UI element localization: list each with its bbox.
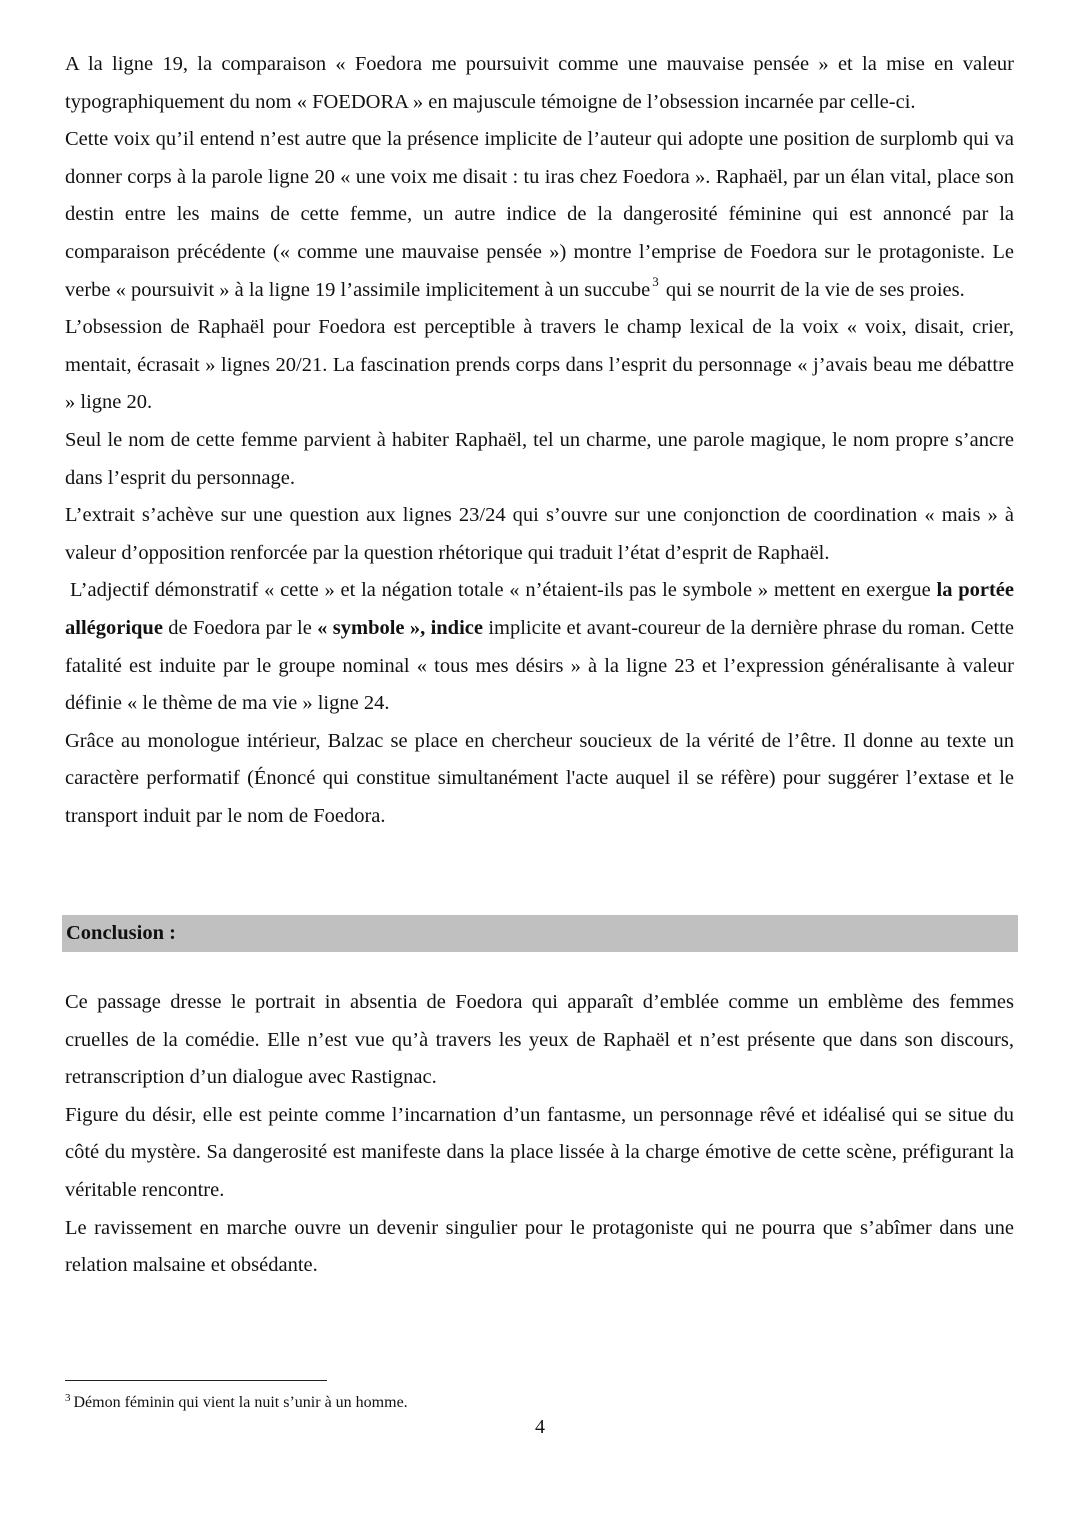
paragraph-author-voice	[65, 121, 1014, 309]
conclusion-heading: Conclusion :	[66, 922, 176, 944]
emphasis-symbol-clue: « symbole », indice	[317, 616, 483, 639]
footnote	[65, 1392, 408, 1414]
conclusion-body	[65, 984, 1014, 1285]
conclusion-paragraph-ravishment: Le ravissement en marche ouvre un devenir singulier pour le protagoniste qui ne pourra que s’abîmer dans une relation malsaine et obsédante.	[65, 1216, 1014, 1277]
emphasis-allegorical-scope: la portée allégorique	[65, 579, 1014, 639]
paragraph-interior-monologue: Grâce au monologue intérieur, Balzac se place en chercheur soucieux de la vérité de l’être. Il donne au texte un caractère performatif (Énoncé qui constitue simultanément l'acte auquel il se réfère) pour suggérer l’extase et le transport induit par le nom de Foedora.	[65, 729, 1014, 827]
paragraph-author-voice-tail: qui se nourrit de la vie de ses proies.	[660, 278, 965, 301]
footnote-separator	[65, 1380, 327, 1381]
paragraph-allegory	[65, 572, 1014, 722]
conclusion-heading-bar	[62, 915, 1018, 952]
analysis-body	[65, 46, 1014, 835]
paragraph-allegory-text-1: L’adjectif démonstratif « cette » et la négation totale « n’étaient-ils pas le symbole » mettent en exergue	[70, 579, 937, 602]
paragraph-obsession: L’obsession de Raphaël pour Foedora est perceptible à travers le champ lexical de la voix « voix, disait, crier, mentait, écrasait » lignes 20/21. La fascination prends corps dans l’esprit du personnage « j’avais beau me débattre » ligne 20.	[65, 316, 1014, 414]
paragraph-allegory-text-3: implicite et avant-coureur de la dernière phrase du roman. Cette fatalité est induite par le groupe nominal « tous mes désirs » à la ligne 23 et l’expression généralisante à valeur définie « le thème de ma vie » ligne 24.	[65, 616, 1014, 715]
paragraph-allegory-text-2: de Foedora par le	[162, 616, 318, 639]
paragraph-name-charm: Seul le nom de cette femme parvient à habiter Raphaël, tel un charme, une parole magique, le nom propre s’ancre dans l’esprit du personnage.	[65, 428, 1014, 489]
paragraph-comparison: A la ligne 19, la comparaison « Foedora me poursuivit comme une mauvaise pensée » et la mise en valeur typographiquement du nom « FOEDORA » en majuscule témoigne de l’obsession incarnée par celle-ci.	[65, 53, 1014, 113]
paragraph-question: L’extrait s’achève sur une question aux lignes 23/24 qui s’ouvre sur une conjonction de coordination « mais » à valeur d’opposition renforcée par la question rhétorique qui traduit l’état d’esprit de Raphaël.	[65, 504, 1014, 564]
footnote-text: Démon féminin qui vient la nuit s’unir à un homme.	[73, 1394, 408, 1411]
conclusion-paragraph-portrait: Ce passage dresse le portrait in absentia de Foedora qui apparaît d’emblée comme un emblème des femmes cruelles de la comédie. Elle n’est vue qu’à travers les yeux de Raphaël et n’est présente que dans son discours, retranscription d’un dialogue avec Rastignac.	[65, 991, 1014, 1089]
page-number: 4	[535, 1416, 545, 1438]
footnote-mark: 3	[65, 1391, 71, 1404]
footnote-reference[interactable]: 3	[652, 273, 659, 289]
conclusion-paragraph-desire: Figure du désir, elle est peinte comme l’incarnation d’un fantasme, un personnage rêvé et idéalisé qui se situe du côté du mystère. Sa dangerosité est manifeste dans la place lissée à la charge émotive de cette scène, préfigurant la véritable rencontre.	[65, 1103, 1014, 1201]
paragraph-author-voice-text: Cette voix qu’il entend n’est autre que la présence implicite de l’auteur qui adopte une position de surplomb qui va donner corps à la parole ligne 20 « une voix me disait : tu iras chez Foedora ». Raphaël, par un élan vital, place son destin entre les mains de cette femme, un autre indice de la dangerosité féminine qui est annoncé par la comparaison précédente (« comme une mauvaise pensée ») montre l’emprise de Foedora sur le protagoniste. Le verbe « poursuivit » à la ligne 19 l’assimile implicitement à un succube	[65, 128, 1014, 301]
